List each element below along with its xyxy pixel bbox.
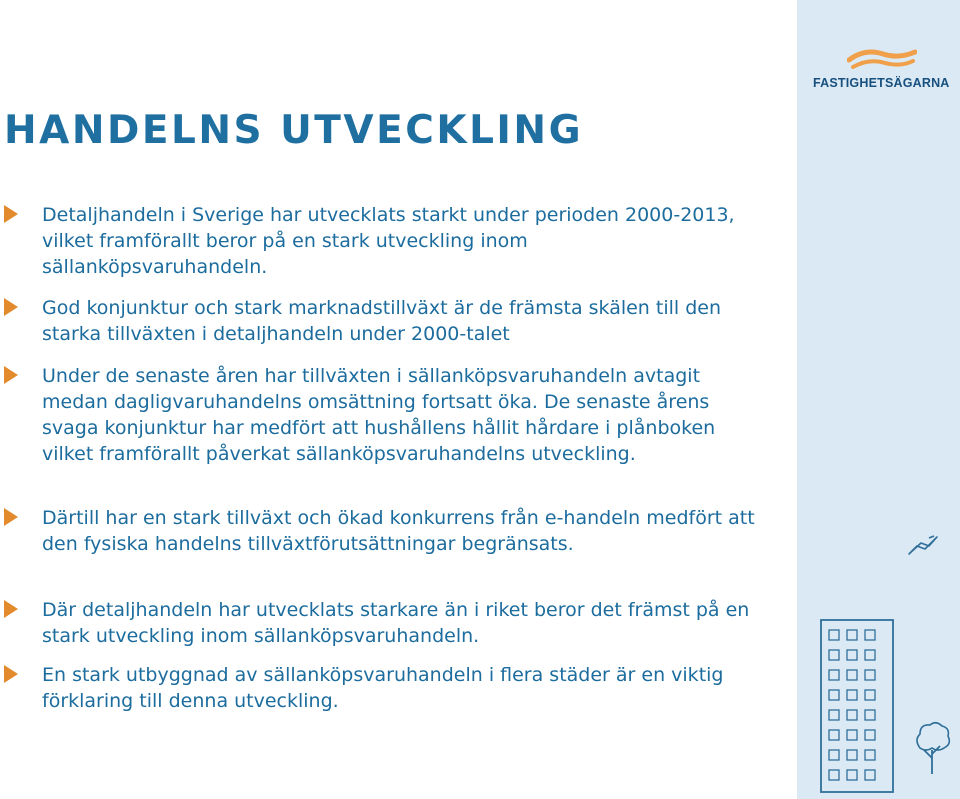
bullet-item xyxy=(42,363,757,467)
bullet-text: Där detaljhandeln har utvecklats starkare än i riket beror det främst på en stark utveckling inom sällanköpsvaruhandeln. xyxy=(42,599,750,647)
bullet-arrow-icon xyxy=(4,205,18,223)
bullet-text: En stark utbyggnad av sällanköpsvaruhandeln i flera städer är en viktig förklaring till denna utveckling. xyxy=(42,664,724,712)
bullet-arrow-icon xyxy=(4,366,18,384)
bullet-item xyxy=(42,662,757,714)
bullet-text: Under de senaste åren har tillväxten i sällanköpsvaruhandeln avtagit medan dagligvaruhandelns omsättning fortsatt öka. De senaste årens svaga konjunktur har medfört att hushållens hållit hårdare i plånboken vilket framförallt påverkat sällanköpsvaruhandelns utveckling. xyxy=(42,365,716,465)
tree-icon xyxy=(912,720,952,775)
building-icon xyxy=(817,618,897,793)
waves-logo-icon xyxy=(847,46,917,72)
bullet-arrow-icon xyxy=(4,665,18,683)
bullet-text: God konjunktur och stark marknadstillväxt är de främsta skälen till den starka tillväxten i detaljhandeln under 2000-talet xyxy=(42,297,722,345)
bullet-item xyxy=(42,597,757,649)
bullet-item xyxy=(42,505,757,557)
brand-logo-text: FASTIGHETSÄGARNA xyxy=(813,76,950,90)
bullet-item xyxy=(42,202,757,280)
bullet-arrow-icon xyxy=(4,600,18,618)
bird-icon xyxy=(907,534,939,556)
bullet-text: Därtill har en stark tillväxt och ökad konkurrens från e-handeln medfört att den fysiska handelns tillväxtförutsättningar begränsats. xyxy=(42,507,755,555)
brand-sidebar xyxy=(797,0,960,799)
bullet-item xyxy=(42,295,757,347)
bullet-arrow-icon xyxy=(4,508,18,526)
slide-title: HANDELNS UTVECKLING xyxy=(4,108,584,153)
bullet-arrow-icon xyxy=(4,298,18,316)
bullet-text: Detaljhandeln i Sverige har utvecklats starkt under perioden 2000-2013, vilket framförallt beror på en stark utveckling inom sällanköpsvaruhandeln. xyxy=(42,204,735,278)
